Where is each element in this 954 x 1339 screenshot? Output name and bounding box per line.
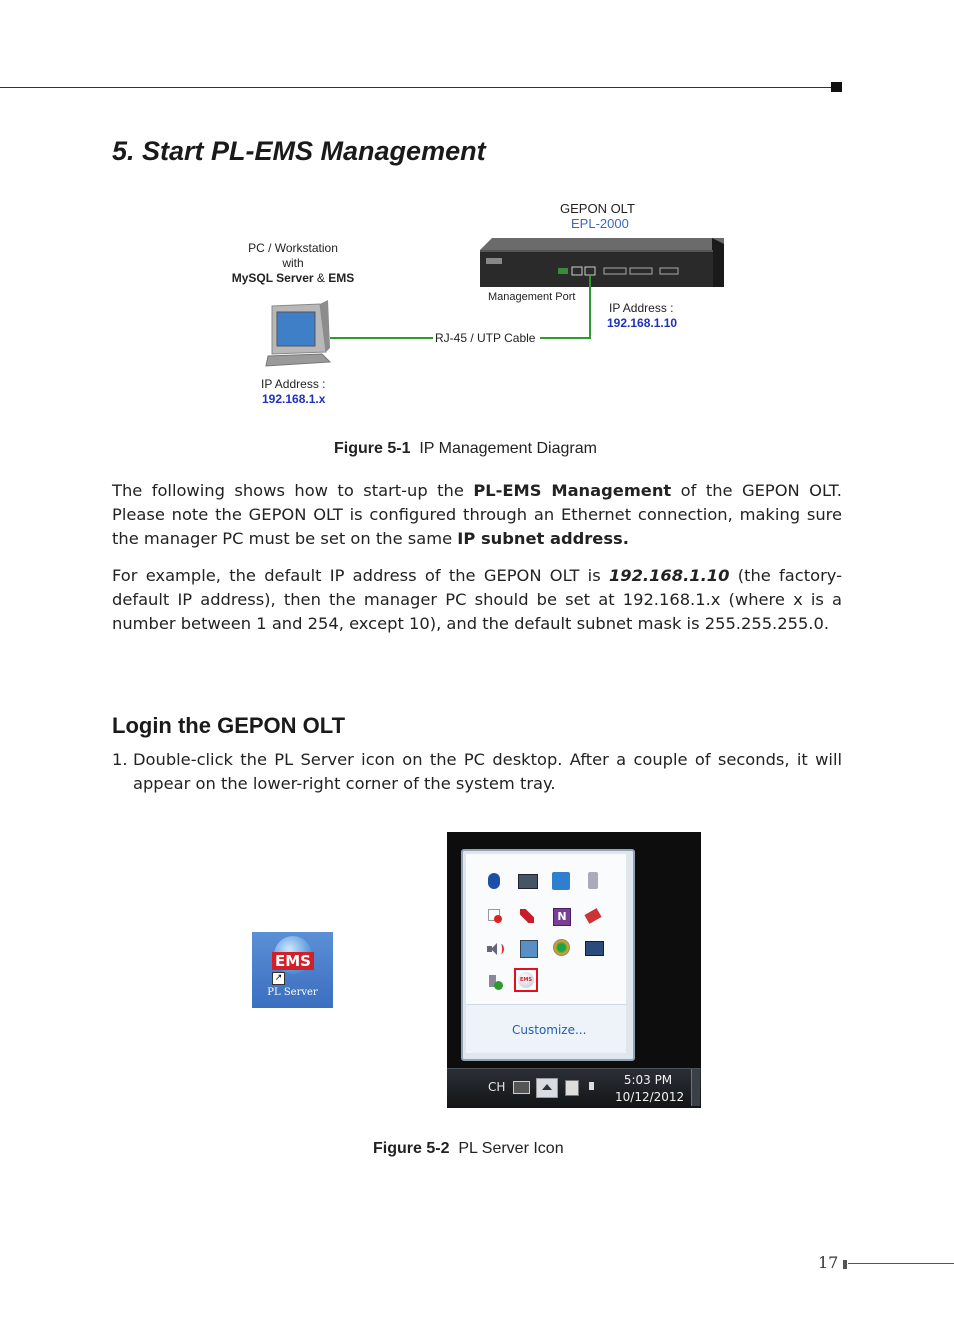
pl-server-desktop-icon[interactable] [252, 932, 333, 1008]
pc-label-ems: EMS [328, 271, 355, 285]
para2-text-1: For example, the default IP address of the GEPON OLT is [112, 566, 609, 585]
pc-label-amp: & [316, 271, 325, 285]
pc-ip-label: IP Address : [261, 377, 326, 391]
figure2-text: PL Server Icon [458, 1140, 564, 1157]
step-1 [112, 748, 842, 796]
ems-tray-highlight[interactable] [514, 968, 538, 992]
onenote-icon[interactable]: N [553, 908, 571, 926]
figure2-label: Figure 5-2 [373, 1140, 450, 1157]
pc-ip-value: 192.168.1.x [262, 392, 326, 406]
olt-ip-label: IP Address : [609, 301, 674, 315]
pc-label-server: MySQL Server [231, 271, 314, 285]
show-hidden-icons-button[interactable] [536, 1078, 558, 1098]
shortcut-arrow-icon: ↗ [272, 972, 285, 985]
footer-rule [848, 1263, 954, 1264]
step-1-text: Double-click the PL Server icon on the PC desktop. After a couple of seconds, it will appear on the lower-right corner of the system tray. [133, 750, 842, 793]
help-support-icon[interactable] [552, 872, 570, 890]
power-icon[interactable] [565, 1080, 579, 1096]
example-paragraph [112, 564, 842, 636]
network-monitor-icon[interactable] [518, 874, 538, 889]
para1-text-1: The following shows how to start-up the [112, 481, 474, 500]
figure1-caption [334, 440, 597, 458]
keyboard-icon[interactable] [513, 1081, 530, 1094]
desktop-icon-label: PL Server [267, 987, 318, 998]
cable-label: RJ-45 / UTP Cable [435, 331, 536, 345]
diagram-graphics [0, 0, 954, 440]
tray-overflow-panel [461, 849, 635, 1061]
pc-workstation-icon [266, 300, 330, 366]
para2-bold-ip: 192.168.1.10 [608, 566, 730, 585]
figure1-label: Figure 5-1 [334, 440, 411, 457]
page-title: 5. Start PL-EMS Management [112, 136, 486, 166]
intro-paragraph [112, 479, 842, 551]
language-indicator[interactable]: CH [488, 1080, 506, 1094]
volume-icon[interactable] [487, 942, 503, 956]
olt-name-label: GEPON OLT [560, 201, 635, 216]
para1-bold-2: IP subnet address. [457, 529, 629, 548]
pc-label-line1: PC / Workstation [248, 241, 338, 255]
management-port-label: Management Port [488, 291, 576, 303]
ip-management-diagram [0, 0, 954, 440]
display-icon[interactable] [585, 941, 604, 956]
section-heading-login: Login the GEPON OLT [112, 713, 346, 738]
para1-text-2: of the GEPON OLT. Please note the GEPON OLT is configured through an Ethernet connection, making sure the manager PC must be set on the same [112, 481, 842, 548]
ems-badge: EMS [272, 952, 314, 970]
figure2-caption [373, 1140, 564, 1158]
usb-device-icon[interactable] [588, 872, 598, 889]
page-number: 17 [818, 1253, 839, 1272]
para2-text-2: (the factory-default IP address), then the manager PC should be set at 192.168.1.x (where x is a number between 1 and 254, except 10), and the default subnet mask is 255.255.255.0. [112, 566, 842, 633]
customize-link[interactable]: Customize... [512, 1023, 587, 1037]
pc-label-line3 [220, 271, 366, 286]
action-center-flag-icon[interactable] [486, 908, 502, 924]
footer-marker [843, 1260, 847, 1269]
figure1-text: IP Management Diagram [419, 440, 597, 457]
safely-remove-hardware-icon[interactable] [487, 975, 503, 991]
taskbar [447, 1068, 701, 1108]
chrome-like-icon[interactable] [553, 939, 570, 956]
clock-time[interactable]: 5:03 PM [623, 1073, 673, 1087]
pc-label-line2: with [282, 256, 304, 270]
network-connection-icon[interactable] [520, 940, 538, 958]
olt-ip-value: 192.168.1.10 [607, 316, 678, 330]
olt-model-label: EPL-2000 [571, 216, 629, 231]
system-tray-screenshot [447, 832, 701, 1107]
show-desktop-button[interactable] [691, 1069, 700, 1106]
taskbar-volume-icon[interactable] [589, 1082, 594, 1090]
pc-label [220, 241, 366, 286]
clock-date[interactable]: 10/12/2012 [615, 1090, 685, 1104]
bluetooth-icon[interactable] [488, 873, 500, 889]
para1-bold-1: PL-EMS Management [473, 481, 672, 500]
ems-tray-badge: EMS [520, 977, 532, 983]
step-1-number: 1. [112, 750, 128, 769]
gepon-olt-device-icon [480, 238, 724, 287]
